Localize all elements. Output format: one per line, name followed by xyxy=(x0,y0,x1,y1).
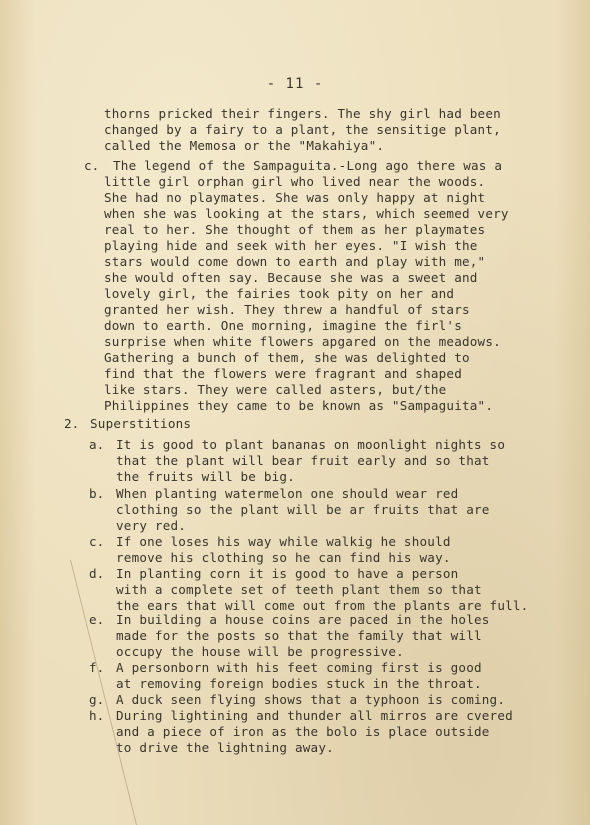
section-title: Superstitions xyxy=(90,416,192,431)
superstition-line: During lightining and thunder all mirros are cvered xyxy=(116,708,513,723)
legend-line: granted her wish. They threw a handful of stars xyxy=(104,302,470,317)
legend-line: She had no playmates. She was only happy at night xyxy=(104,190,486,205)
superstition-line: with a complete set of teeth plant them so that xyxy=(116,582,482,597)
superstition-line: In building a house coins are paced in the holes xyxy=(116,612,490,627)
superstition-line: that the plant will bear fruit early and so that xyxy=(116,453,490,468)
item-label: e. xyxy=(89,612,105,627)
legend-line: The legend of the Sampaguita.-Long ago there was a xyxy=(113,158,503,173)
superstition-line: very red. xyxy=(116,518,187,533)
intro-line: called the Memosa or the "Makahiya". xyxy=(104,138,385,153)
section-number: 2. xyxy=(64,416,80,431)
superstition-line: A personborn with his feet coming first is good xyxy=(116,660,482,675)
intro-line: thorns pricked their fingers. The shy girl had been xyxy=(104,106,501,121)
legend-line: playing hide and seek with her eyes. "I wish the xyxy=(104,238,478,253)
intro-line: changed by a fairy to a plant, the sensitige plant, xyxy=(104,122,501,137)
legend-line: lovely girl, the fairies took pity on her and xyxy=(104,286,455,301)
superstition-line: If one loses his way while walkig he should xyxy=(116,534,451,549)
item-label: d. xyxy=(89,566,105,581)
item-label: a. xyxy=(89,437,105,452)
superstition-line: and a piece of iron as the bolo is place outside xyxy=(116,724,490,739)
legend-line: stars would come down to earth and play with me," xyxy=(104,254,486,269)
item-label: h. xyxy=(89,708,105,723)
page-number: - 11 - xyxy=(266,76,324,92)
legend-line: like stars. They were called asters, but/the xyxy=(104,382,447,397)
superstition-line: In planting corn it is good to have a person xyxy=(116,566,459,581)
item-label: f. xyxy=(89,660,105,675)
legend-line: when she was looking at the stars, which seemed very xyxy=(104,206,509,221)
item-label: g. xyxy=(89,692,105,707)
legend-line: surprise when white flowers apgared on the meadows. xyxy=(104,334,501,349)
superstition-line: the fruits will be big. xyxy=(116,469,295,484)
superstition-line: the ears that will come out from the plants are full. xyxy=(116,598,529,613)
legend-line: find that the flowers were fragrant and shaped xyxy=(104,366,462,381)
legend-line: down to earth. One morning, imagine the firl's xyxy=(104,318,462,333)
superstition-line: A duck seen flying shows that a typhoon is coming. xyxy=(116,692,506,707)
superstition-line: clothing so the plant will be ar fruits that are xyxy=(116,502,490,517)
legend-line: Gathering a bunch of them, she was delighted to xyxy=(104,350,470,365)
superstition-line: made for the posts so that the family that will xyxy=(116,628,482,643)
legend-line: real to her. She thought of them as her playmates xyxy=(104,222,486,237)
item-label: c. xyxy=(89,534,105,549)
item-label: c. xyxy=(84,158,100,173)
legend-line: Philippines they came to be known as "Sampaguita". xyxy=(104,398,494,413)
superstition-line: at removing foreign bodies stuck in the throat. xyxy=(116,676,482,691)
legend-line: little girl orphan girl who lived near the woods. xyxy=(104,174,486,189)
superstition-line: It is good to plant bananas on moonlight nights so xyxy=(116,437,506,452)
superstition-line: to drive the lightning away. xyxy=(116,740,334,755)
superstition-line: remove his clothing so he can find his way. xyxy=(116,550,451,565)
superstition-line: When planting watermelon one should wear red xyxy=(116,486,459,501)
item-label: b. xyxy=(89,486,105,501)
superstition-line: occupy the house will be progressive. xyxy=(116,644,404,659)
legend-line: she would often say. Because she was a sweet and xyxy=(104,270,478,285)
